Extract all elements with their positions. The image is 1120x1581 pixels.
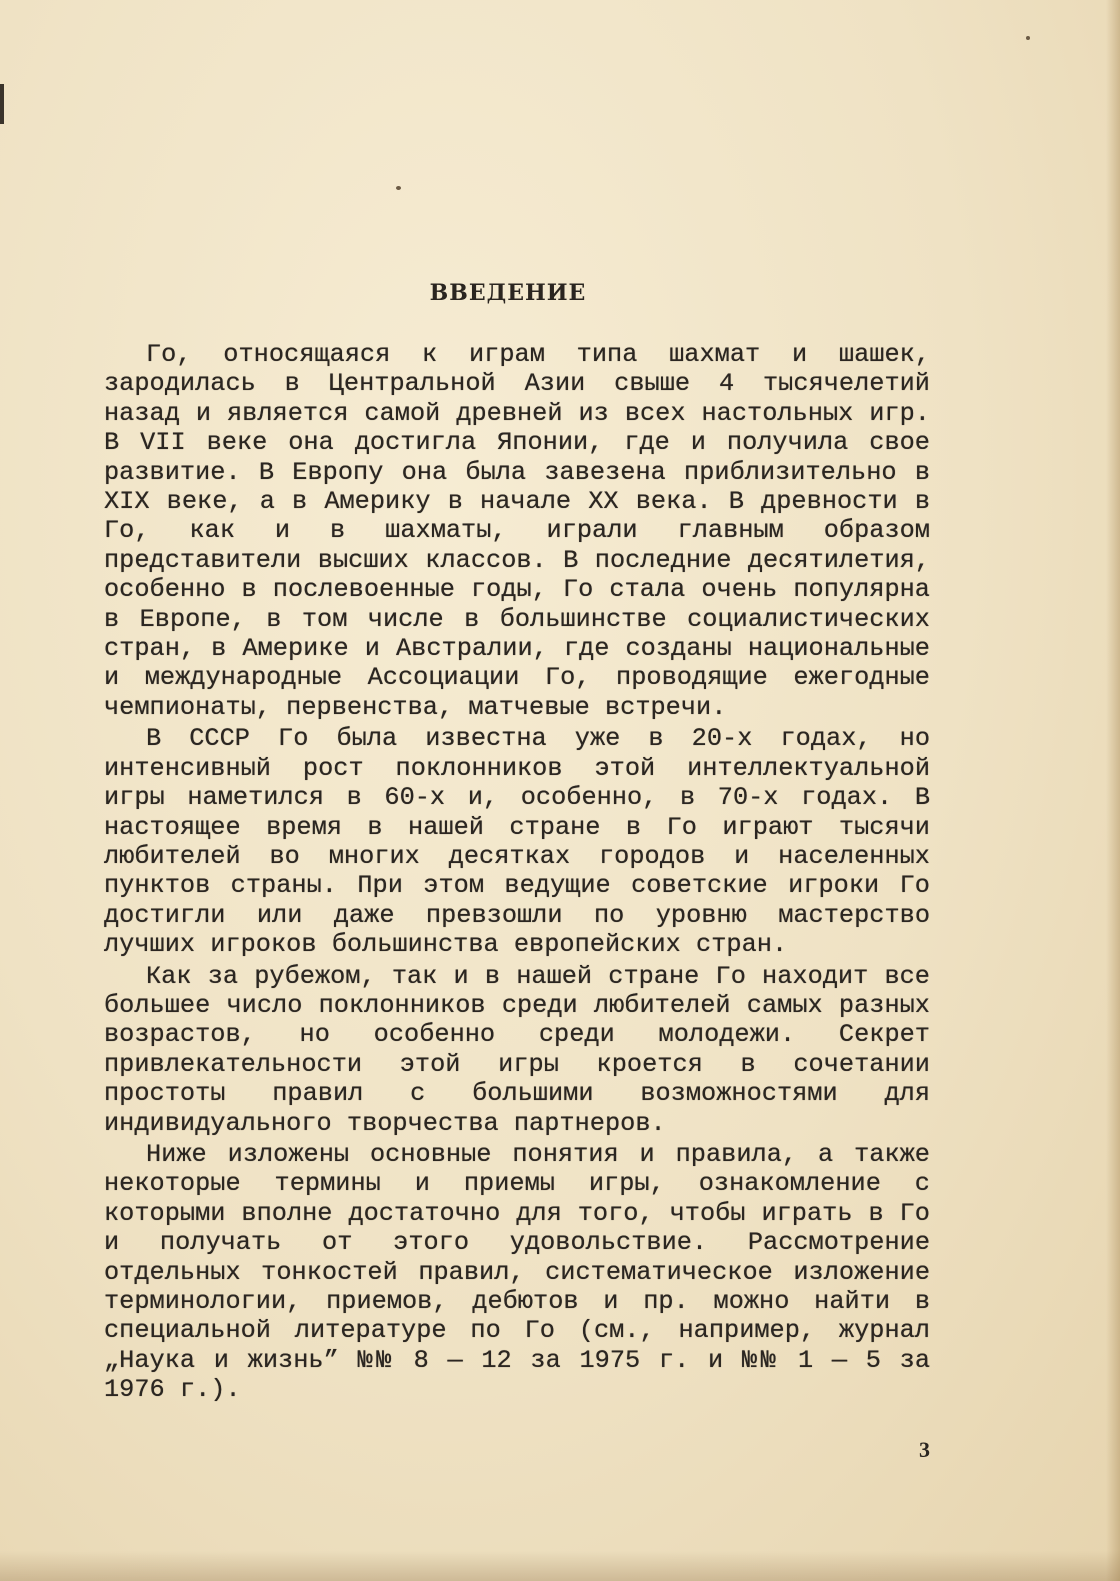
paragraph: В СССР Го была известна уже в 20-х годах, но интенсивный рост поклонников этой интеллектуальной игры наметился в 60-х и, особенно, в 70-х годах. В настоящее время в нашей стране в Го играют тысячи любителей во многих десятках городов и населенных пунктов страны. При этом ведущие советские игроки Го достигли или даже превзошли по уровню мастерство лучших игроков большинства европейских стран. — [104, 724, 930, 960]
paragraph: Как за рубежом, так и в нашей стране Го находит все большее число поклонников среди любителей самых разных возрастов, но особенно среди молодежи. Секрет привлекательности этой игры кроется в сочетании простоты правил с большими возможностями для индивидуального творчества партнеров. — [104, 961, 930, 1138]
binding-mark — [0, 84, 4, 124]
paper-speck — [1026, 36, 1030, 40]
paragraph: Го, относящаяся к играм типа шахмат и шашек, зародилась в Центральной Азии свыше 4 тысячелетий назад и является самой древней из всех настольных игр. В VII веке она достигла Японии, где и получила свое развитие. В Европу она была завезена приблизительно в XIX веке, а в Америку в начале XX века. В древности в Го, как и в шахматы, играли главным образом представители высших классов. В последние десятилетия, особенно в послевоенные годы, Го стала очень популярна в Европе, в том числе в большинстве социалистических стран, в Америке и Австралии, где созданы национальные и международные Ассоциации Го, проводящие ежегодные чемпионаты, первенства, матчевые встречи. — [104, 340, 930, 722]
paper-speck — [396, 186, 401, 190]
page-bottom-shadow — [0, 1551, 1120, 1581]
page-number: 3 — [919, 1437, 930, 1462]
page-edge-shadow — [1106, 0, 1120, 1581]
chapter-title: ВВЕДЕНИЕ — [429, 280, 587, 306]
paragraph: Ниже изложены основные понятия и правила, а также некоторые термины и приемы игры, ознакомление с которыми вполне достаточно для того, чтобы играть в Го и получать от этого удовольствие. Рассмотрение отдельных тонкостей правил, систематическое изложение терминологии, приемов, дебютов и пр. можно найти в специальной литературе по Го (см., например, журнал „Наука и жизнь” №№ 8 — 12 за 1975 г. и №№ 1 — 5 за 1976 г.). — [104, 1139, 930, 1405]
body-text — [104, 340, 930, 1407]
